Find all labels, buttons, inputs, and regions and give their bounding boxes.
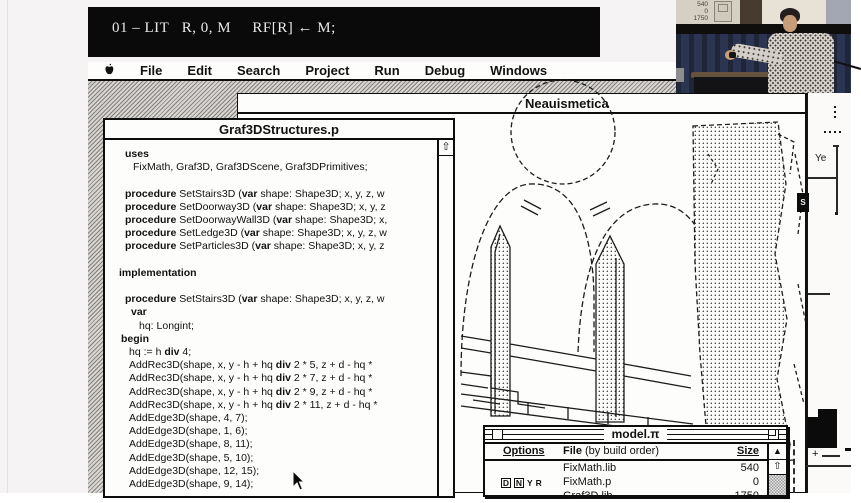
project-row[interactable] [485, 489, 767, 503]
presenter-face [783, 15, 797, 32]
dots-decoration [834, 111, 836, 113]
code-scrollbar[interactable] [437, 140, 453, 496]
row-size: 540 [740, 462, 759, 474]
code-line[interactable]: procedure SetParticles3D (var shape: Shape3D; x, y, z [125, 240, 385, 253]
scene-window-titlebar[interactable] [238, 94, 805, 114]
flowchart-line [808, 177, 836, 179]
flowchart-label: Ye [815, 153, 827, 164]
row-size: 0 [752, 476, 759, 488]
stage-prop [676, 68, 684, 82]
menu-run[interactable]: Run [374, 63, 400, 78]
code-line[interactable]: begin [121, 332, 149, 345]
dots-decoration [834, 116, 836, 118]
scroll-track[interactable] [769, 475, 786, 495]
code-line[interactable]: AddEdge3D(shape, 9, 14); [129, 478, 254, 491]
option-flag[interactable]: N [515, 478, 523, 488]
row-file-name: FixMath.p [563, 476, 612, 488]
code-line[interactable]: procedure SetStairs3D (var shape: Shape3D; x, y, z, w [125, 293, 385, 306]
menu-windows[interactable]: Windows [490, 63, 548, 78]
code-line[interactable]: AddRec3D(shape, x, y - h + hq div 2 * 9, z + d - hq * [129, 385, 376, 398]
project-window [483, 425, 788, 502]
edge-badge: S [797, 193, 809, 212]
code-line[interactable]: procedure SetStairs3D (var shape: Shape3D; x, y, z, w [125, 187, 385, 200]
code-line[interactable]: AddEdge3D(shape, 4, 7); [129, 412, 248, 425]
dots-decoration [829, 131, 831, 133]
option-flag[interactable]: R [535, 478, 542, 488]
code-line[interactable]: AddEdge3D(shape, 1, 6); [129, 425, 248, 438]
menu-edit[interactable]: Edit [187, 63, 212, 78]
flowchart-line [806, 465, 851, 467]
code-line[interactable] [117, 174, 437, 187]
scroll-up-arrow-icon[interactable]: ⇧ [769, 460, 786, 475]
project-table-header [485, 444, 767, 461]
dashed-line [793, 440, 795, 493]
project-scrollbar[interactable] [767, 444, 786, 495]
apple-menu-icon[interactable] [104, 63, 115, 79]
code-line[interactable]: AddRec3D(shape, x, y - h + hq div 2 * 11, z + d - hq * [129, 398, 378, 411]
presenter-video [676, 0, 851, 93]
row-file-name: Graf3D.lib [563, 490, 613, 502]
option-flag[interactable]: Y [527, 478, 533, 488]
dots-decoration [839, 131, 841, 133]
menu-debug[interactable]: Debug [424, 63, 466, 78]
code-window-titlebar[interactable] [105, 120, 453, 140]
close-box-icon[interactable] [492, 429, 503, 440]
menu-search[interactable]: Search [236, 63, 281, 78]
code-line[interactable] [117, 254, 437, 267]
row-size: 1750 [734, 490, 759, 502]
code-line[interactable]: hq: Longint; [139, 319, 194, 332]
column-file[interactable]: File (by build order) [563, 445, 659, 457]
code-line[interactable]: var [131, 306, 147, 319]
flowchart-line [822, 455, 840, 457]
black-rectangle-shape [807, 417, 837, 448]
dots-decoration [834, 106, 836, 108]
column-options[interactable]: Options [503, 445, 545, 457]
flowchart-node [835, 212, 838, 215]
projected-numbers: 540 0 1750 [693, 1, 708, 22]
menu-project[interactable]: Project [305, 63, 350, 78]
code-line[interactable]: implementation [119, 266, 197, 279]
code-line[interactable] [117, 280, 437, 293]
option-flag[interactable]: D [502, 478, 510, 488]
code-line[interactable]: AddEdge3D(shape, 5, 10); [129, 451, 254, 464]
project-row[interactable] [485, 461, 767, 475]
presenter-clicker [729, 52, 736, 58]
sort-triangle-icon[interactable]: ▲ [769, 444, 786, 460]
dots-decoration [834, 131, 836, 133]
menu-file[interactable]: File [140, 63, 163, 78]
column-size[interactable]: Size [736, 445, 759, 457]
code-line[interactable]: procedure SetDoorwayWall3D (var shape: Shape3D; x, [125, 214, 388, 227]
code-line[interactable]: AddEdge3D(shape, 12, 15); [129, 464, 260, 477]
projected-shadow [740, 0, 762, 24]
project-rows [485, 461, 767, 503]
code-line[interactable]: procedure SetDoorway3D (var shape: Shape3D; x, y, z [125, 200, 386, 213]
plus-mark: + [812, 448, 819, 460]
project-window-title: model.π [604, 427, 668, 442]
code-line[interactable]: FixMath, Graf3D, Graf3DScene, Graf3DPrimitives; [133, 161, 368, 174]
code-window-title: Graf3DStructures.p [219, 122, 339, 137]
code-line[interactable]: AddEdge3D(shape, 8, 11); [129, 438, 253, 451]
zoom-box-icon[interactable] [768, 429, 779, 440]
black-rectangle-shape [818, 409, 837, 420]
project-window-titlebar[interactable] [485, 427, 786, 444]
slide-text: 01 – LIT R, 0, M RF[R] ← M; [112, 20, 336, 36]
scene-window-title: Neauismetica [524, 96, 609, 111]
mouse-cursor-icon [292, 470, 307, 497]
dots-decoration [824, 131, 826, 133]
code-lines[interactable] [105, 140, 437, 496]
slide-banner [88, 7, 600, 57]
flowchart-line [833, 145, 839, 147]
scroll-up-arrow-icon[interactable]: ⇧ [439, 140, 453, 156]
frame-edge-line [7, 0, 8, 493]
code-line[interactable]: hq := h div 4; [129, 346, 192, 359]
code-line[interactable]: AddRec3D(shape, x, y - h + hq div 2 * 7, z + d - hq * [129, 372, 376, 385]
flowchart-line [836, 146, 838, 212]
projected-window-shape [714, 1, 732, 22]
flowchart-line [808, 293, 830, 295]
code-line[interactable]: AddRec3D(shape, x, y - h + hq div 2 * 5, z + d - hq * [129, 359, 376, 372]
code-line[interactable]: uses [125, 148, 149, 160]
black-tick [845, 448, 851, 451]
row-options[interactable] [501, 476, 545, 490]
code-window [103, 118, 455, 498]
code-line[interactable]: procedure SetLedge3D (var shape: Shape3D; x, y, z, w [125, 227, 387, 240]
project-row[interactable] [485, 475, 767, 489]
row-file-name: FixMath.lib [563, 462, 617, 474]
